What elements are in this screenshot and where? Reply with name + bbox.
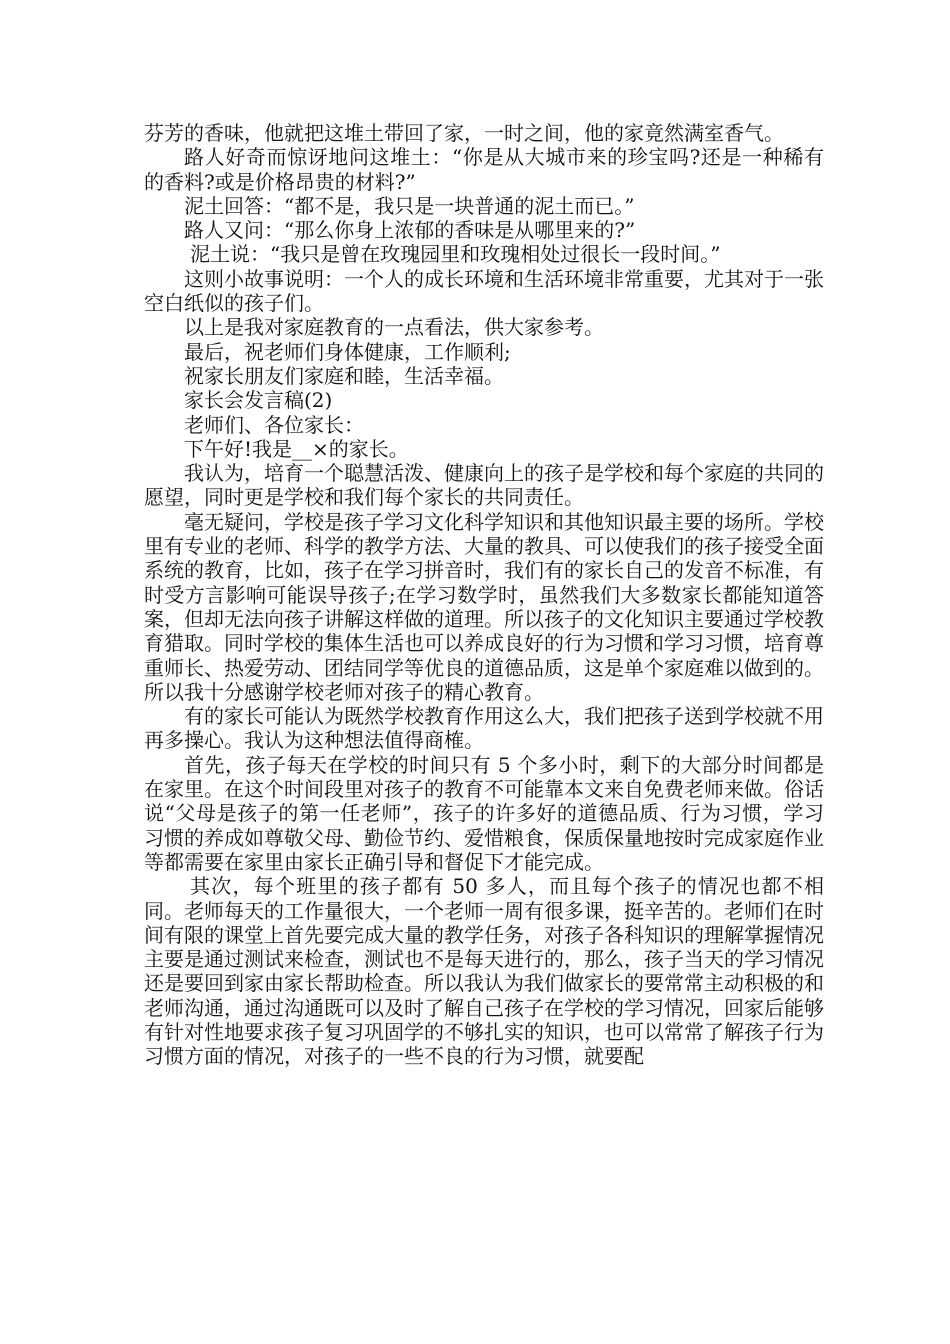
paragraph: 我认为，培育一个聪慧活泼、健康向上的孩子是学校和每个家庭的共同的愿望，同时更是学校和我们每个家长的共同责任。 [144,461,824,510]
document-body [144,121,824,1069]
paragraph: 泥土回答：“都不是，我只是一块普通的泥土而已。” [184,193,635,218]
paragraph: 有的家长可能认为既然学校教育作用这么大，我们把孩子送到学校就不用再多操心。我认为这种想法值得商榷。 [144,704,824,753]
paragraph: 路人又问：“那么你身上浓郁的香味是从哪里来的?” [184,218,636,243]
paragraph: 最后，祝老师们身体健康，工作顺利; [184,339,511,364]
paragraph: 路人好奇而惊讶地问这堆土：“你是从大城市来的珍宝吗?还是一种稀有的香料?或是价格昂贵的材料?” [144,145,824,194]
section-heading: 家长会发言稿(2) [184,388,333,413]
paragraph: 芬芳的香味，他就把这堆土带回了家，一时之间，他的家竟然满室香气。 [144,121,784,145]
greeting: 下午好!我是__×的家长。 [184,436,409,461]
paragraph: 这则小故事说明：一个人的成长环境和生活环境非常重要，尤其对于一张空白纸似的孩子们。 [144,266,824,316]
paragraph: 其次，每个班里的孩子都有 50 多人，而且每个孩子的情况也都不相同。老师每天的工作量很大，一个老师一周有很多课，挺辛苦的。老师们在时间有限的课堂上首先要完成大量的教学任务，对孩子各科知识的理解掌握情况主要是通过测试来检查，测试也不是每天进行的，那么，孩子当天的学习情况还是要回到家由家长帮助检查。所以我认为我们做家长的要常常主动积极的和老师沟通，通过沟通既可以及时了解自己孩子在学校的学习情况，回家后能够有针对性地要求孩子复习巩固学的不够扎实的知识，也可以常常了解孩子行为习惯方面的情况，对孩子的一些不良的行为习惯，就要配 [144,874,824,1069]
paragraph: 以上是我对家庭教育的一点看法，供大家参考。 [184,315,604,340]
salutation: 老师们、各位家长： [184,412,364,437]
paragraph: 祝家长朋友们家庭和睦，生活幸福。 [184,363,504,388]
paragraph: 泥土说：“我只是曾在玫瑰园里和玫瑰相处过很长一段时间。” [190,242,721,267]
paragraph: 毫无疑问，学校是孩子学习文化科学知识和其他知识最主要的场所。学校里有专业的老师、科学的教学方法、大量的教具、可以使我们的孩子接受全面系统的教育，比如，孩子在学习拼音时，我们有的家长自己的发音不标准，有时受方言影响可能误导孩子;在学习数学时，虽然我们大多数家长都能知道答案，但却无法向孩子讲解这样做的道理。所以孩子的文化知识主要通过学校教育猎取。同时学校的集体生活也可以养成良好的行为习惯和学习习惯，培育尊重师长、热爱劳动、团结同学等优良的道德品质，这是单个家庭难以做到的。所以我十分感谢学校老师对孩子的精心教育。 [144,509,824,704]
paragraph: 首先，孩子每天在学校的时间只有 5 个多小时，剩下的大部分时间都是在家里。在这个时间段里对孩子的教育不可能靠本文来自免费老师来做。俗话说“父母是孩子的第一任老师”，孩子的许多好的道德品质、行为习惯，学习习惯的养成如尊敬父母、勤俭节约、爱惜粮食，保质保量地按时完成家庭作业等都需要在家里由家长正确引导和督促下才能完成。 [144,752,824,874]
